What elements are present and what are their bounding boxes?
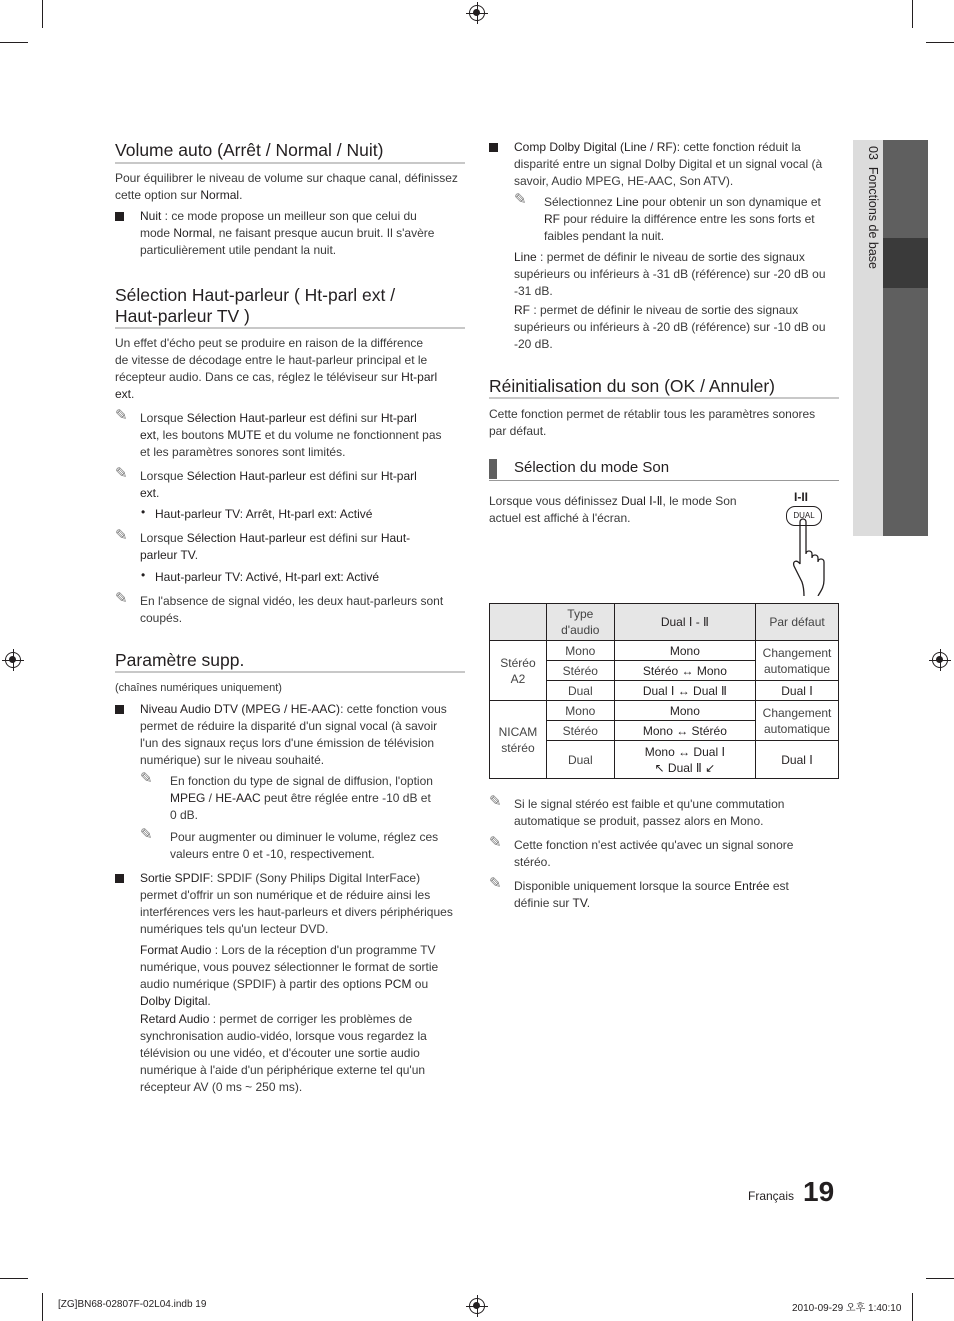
pointing-hand-icon xyxy=(792,518,842,596)
note-no-video: En l'absence de signal vidéo, les deux haut-parleurs sont coupés. xyxy=(140,594,444,625)
bullet-square-icon xyxy=(115,874,124,883)
table-cell: Mono xyxy=(614,641,755,661)
note-pencil-icon: ✎ xyxy=(140,770,153,787)
crop-mark xyxy=(912,1293,913,1321)
setting-line-1: Haut-parleur TV: Arrêt, Ht-parl ext: Activé xyxy=(155,507,373,521)
heading-rule xyxy=(489,397,839,399)
note-volume-range: Pour augmenter ou diminuer le volume, réglez ces valeurs entre 0 et -10, respectivement. xyxy=(170,830,439,861)
note-mpeg-he-aac: En fonction du type de signal de diffusion, l'option MPEG / HE-AAC peut être réglée entre -10 dB et 0 dB. xyxy=(170,774,433,822)
table-group-stereo-a2: Stéréo A2 xyxy=(490,641,547,701)
heading-rule xyxy=(115,671,465,673)
table-header-default: Par défaut xyxy=(756,604,839,641)
table-cell: Mono ↔ Stéréo xyxy=(614,721,755,741)
table-header-type: Type d'audio xyxy=(546,604,614,641)
note-pencil-icon: ✎ xyxy=(489,875,502,892)
line-description: Line : permet de définir le niveau de sortie des signaux supérieurs ou inférieurs à -31 dB (référence) sur -20 dB ou -31 dB. xyxy=(514,250,826,298)
print-date: 2010-09-29 오후 1:40:10 xyxy=(792,1303,902,1314)
note-ht-parl-ext: Lorsque Sélection Haut-parleur est défini sur Ht-parl ext. xyxy=(140,469,417,500)
crop-mark xyxy=(0,42,28,43)
audio-mode-table xyxy=(489,603,839,779)
note-pencil-icon: ✎ xyxy=(115,407,128,424)
rf-description: RF : permet de définir le niveau de sortie des signaux supérieurs ou inférieurs à -20 dB (référence) sur -10 dB ou -20 dB. xyxy=(514,303,826,351)
subheading-marker xyxy=(489,459,497,479)
note-pencil-icon: ✎ xyxy=(489,793,502,810)
sortie-spdif: Sortie SPDIF: SPDIF (Sony Philips Digital InterFace) permet d'offrir un son numérique et de réduire ainsi les interférences vers les haut-parleurs et divers périphériques numériques tels qu'un lecteur DVD. xyxy=(140,871,453,936)
note-pencil-icon: ✎ xyxy=(489,834,502,851)
note-pencil-icon: ✎ xyxy=(115,527,128,544)
volume-auto-intro: Pour équilibrer le niveau de volume sur chaque canal, définissez cette option sur Normal. xyxy=(115,171,458,202)
note-pencil-icon: ✎ xyxy=(115,590,128,607)
digital-channels-note: (chaînes numériques uniquement) xyxy=(115,682,282,694)
setting-line-2: Haut-parleur TV: Activé, Ht-parl ext: Activé xyxy=(155,570,380,584)
note-weak-stereo: Si le signal stéréo est faible et qu'une commutation automatique se produit, passez alors en Mono. xyxy=(514,797,785,828)
side-tab-marker xyxy=(883,238,928,288)
crop-mark xyxy=(926,1278,954,1279)
table-cell-changement: Changement automatique xyxy=(756,701,839,741)
mode-son-description: Lorsque vous définissez Dual Ⅰ-Ⅱ, le mode Son actuel est affiché à l'écran. xyxy=(489,494,737,525)
registration-mark-icon xyxy=(469,1298,485,1314)
bullet-dot-icon: • xyxy=(141,505,146,519)
note-line-rf: Sélectionnez Line pour obtenir un son dynamique et RF pour réduire la différence entre les sons forts et faibles pendant la nuit. xyxy=(544,195,821,243)
heading-reinitialisation-son: Réinitialisation du son (OK / Annuler) xyxy=(489,376,775,396)
crop-mark xyxy=(42,0,43,28)
note-stereo-only: Cette fonction n'est activée qu'avec un signal sonore stéréo. xyxy=(514,838,794,869)
table-cell: Stéréo xyxy=(546,661,614,681)
niveau-audio-dtv: Niveau Audio DTV (MPEG / HE-AAC): cette fonction vous permet de réduire la disparité d'un signal vocal (à savoir l'un des signaux reçus lors d'une émission de télévision numérique) sur le niveau souhaité. xyxy=(140,702,447,767)
comp-dolby-digital: Comp Dolby Digital (Line / RF): cette fonction réduit la disparité entre un signal Dolby Digital et un signal vocal (à savoir, Audio MPEG, HE-AAC, Son ATV). xyxy=(514,140,823,188)
registration-mark-icon xyxy=(5,652,21,668)
table-row xyxy=(490,701,839,721)
side-tab-label xyxy=(860,146,880,306)
heading-rule xyxy=(115,327,465,329)
page-number: 19 xyxy=(803,1176,835,1207)
table-header-row xyxy=(490,604,839,641)
note-pencil-icon: ✎ xyxy=(140,826,153,843)
table-cell: Stéréo xyxy=(546,721,614,741)
table-cell: Dual Ⅰ xyxy=(756,681,839,701)
table-cell: Mono ↔ Dual Ⅰ ↖ Dual Ⅱ ↙ xyxy=(614,741,755,779)
table-cell-changement: Changement automatique xyxy=(756,641,839,681)
file-info: [ZG]BN68-02807F-02L04.indb 19 xyxy=(58,1299,207,1310)
reset-description: Cette fonction permet de rétablir tous les paramètres sonores par défaut. xyxy=(489,407,816,438)
bullet-square-icon xyxy=(489,143,498,152)
bullet-dot-icon: • xyxy=(141,568,146,582)
table-cell: Mono xyxy=(546,701,614,721)
table-cell: Stéréo ↔ Mono xyxy=(614,661,755,681)
note-pencil-icon: ✎ xyxy=(514,191,527,208)
crop-mark xyxy=(0,1278,28,1279)
language-label: Français xyxy=(748,1189,795,1203)
table-cell: Mono xyxy=(546,641,614,661)
bullet-square-icon xyxy=(115,705,124,714)
crop-mark xyxy=(912,0,913,28)
nuit-description: Nuit : ce mode propose un meilleur son que celui du mode Normal, ne faisant presque aucun bruit. Il s'avère particulièrement utile pendant la nuit. xyxy=(140,209,435,257)
heading-parametre-supp: Paramètre supp. xyxy=(115,650,245,670)
note-haut-parleur-tv: Lorsque Sélection Haut-parleur est défini sur Haut- parleur TV. xyxy=(140,531,411,562)
heading-volume-auto: Volume auto (Arrêt / Normal / Nuit) xyxy=(115,140,384,160)
retard-audio: Retard Audio : permet de corriger les problèmes de synchronisation audio-vidéo, lorsque vous regardez la télévision ou une vidéo, et d'écouter une sortie audio numérique à l'aide d'un périphérique externe tel qu'un récepteur AV (0 ms ~ 250 ms). xyxy=(140,1012,427,1094)
note-source-tv: Disponible uniquement lorsque la source Entrée est définie sur TV. xyxy=(514,879,789,910)
remote-label: I-II xyxy=(794,490,808,504)
chapter-number: 03 xyxy=(866,146,880,160)
subheading-rule xyxy=(489,480,839,481)
heading-selection-haut-parleur: Sélection Haut-parleur ( Ht-parl ext / Haut-parleur TV ) xyxy=(115,285,396,326)
note-pencil-icon: ✎ xyxy=(115,465,128,482)
remote-dual-button-illustration xyxy=(784,490,842,596)
table-group-nicam: NICAM stéréo xyxy=(490,701,547,779)
chapter-title: Fonctions de base xyxy=(866,166,880,270)
table-header-cell xyxy=(490,604,547,641)
registration-mark-icon xyxy=(469,5,485,21)
side-tab-band xyxy=(883,140,928,536)
table-cell: Dual Ⅰ ↔ Dual Ⅱ xyxy=(614,681,755,701)
heading-selection-mode-son: Sélection du mode Son xyxy=(514,459,670,476)
haut-parleur-intro: Un effet d'écho peut se produire en raison de la différence de vitesse de décodage entre le haut-parleur principal et le récepteur audio. Dans ce cas, réglez le téléviseur sur Ht-parl ext. xyxy=(115,336,438,401)
crop-mark xyxy=(42,1293,43,1321)
crop-mark xyxy=(926,42,954,43)
format-audio: Format Audio : Lors de la réception d'un programme TV numérique, vous pouvez sélectionner le format de sortie audio numérique (SPDIF) à partir des options PCM ou Dolby Digital. xyxy=(140,943,439,1008)
bullet-square-icon xyxy=(115,212,124,221)
table-row xyxy=(490,641,839,661)
table-header-dual: Dual Ⅰ - Ⅱ xyxy=(614,604,755,641)
dual-button-icon: DUAL xyxy=(786,506,822,526)
note-mute: Lorsque Sélection Haut-parleur est défini sur Ht-parl ext, les boutons MUTE et du volume ne fonctionnent pas et les paramètres sonores sont limités. xyxy=(140,411,442,459)
table-cell: Mono xyxy=(614,701,755,721)
heading-rule xyxy=(115,162,465,164)
table-cell: Dual xyxy=(546,741,614,779)
table-cell: Dual Ⅰ xyxy=(756,741,839,779)
registration-mark-icon xyxy=(932,652,948,668)
table-cell: Dual xyxy=(546,681,614,701)
